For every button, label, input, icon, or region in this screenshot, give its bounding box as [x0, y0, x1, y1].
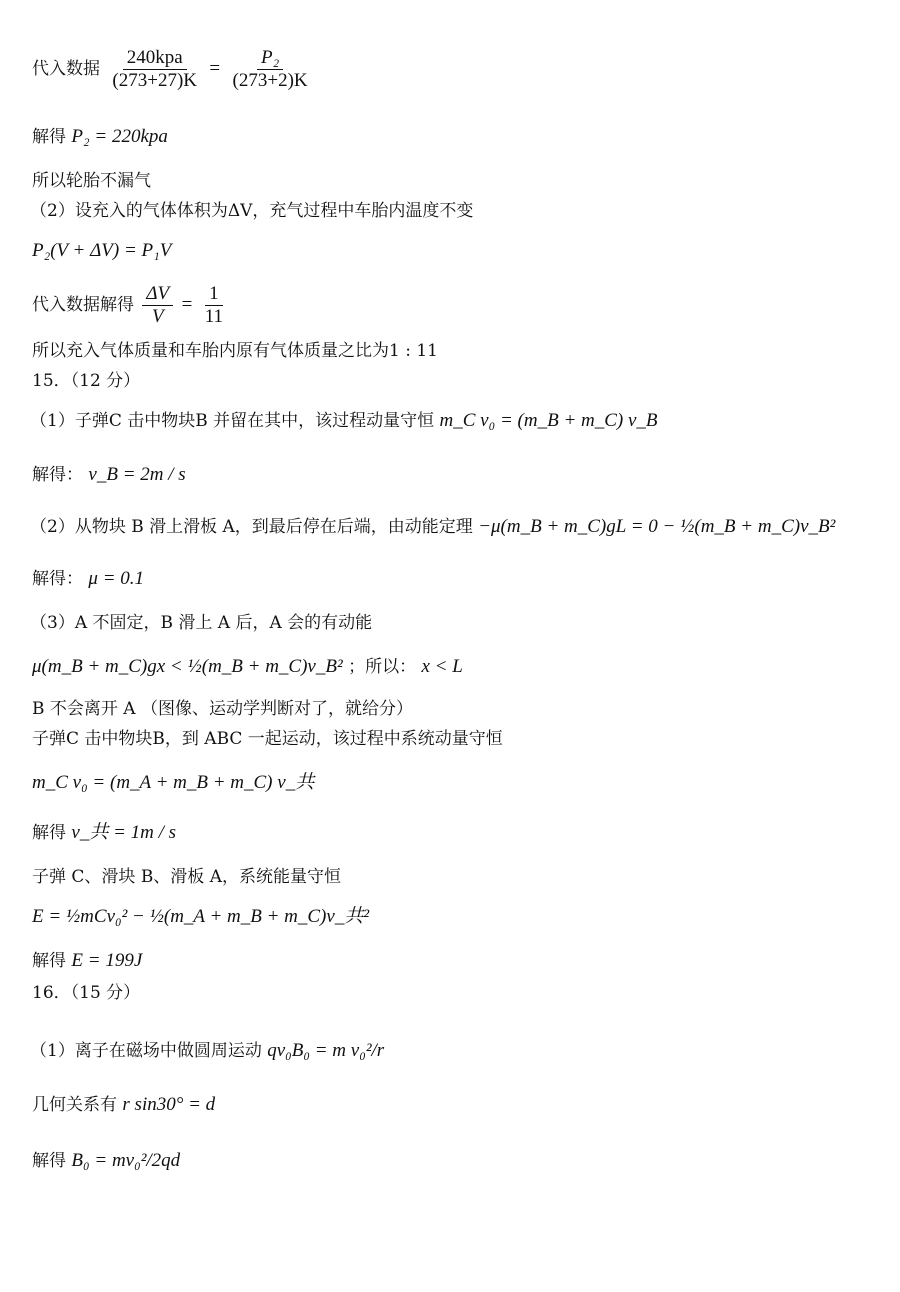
part1-text: （1）子弹C 击中物块B 并留在其中，该过程动量守恒 — [30, 411, 435, 431]
energy-result: E = 199J — [71, 950, 143, 971]
lorentz-equation: qv₀B₀ = m v₀²/r — [267, 1040, 385, 1061]
ratio-denominator: 11 — [204, 306, 223, 327]
geometry-line — [32, 1094, 215, 1116]
solve-p2-line — [32, 126, 168, 148]
v-common-result-line — [32, 822, 176, 844]
fraction-right — [229, 48, 312, 91]
part2-text: （2）从物块 B 滑上滑板 A，到最后停在后端，由动能定理 — [30, 517, 473, 537]
solve-label: 解得： — [32, 465, 83, 485]
energy-result-line — [32, 950, 142, 972]
substitute-label: 代入数据 — [32, 59, 100, 79]
energy-conservation-statement: 子弹 C、滑块 B、滑板 A，系统能量守恒 — [32, 867, 341, 887]
part2-statement: （2）设充入的气体体积为ΔV，充气过程中车胎内温度不变 — [30, 201, 474, 221]
x-less-than-l: x < L — [421, 656, 463, 677]
volume-fraction — [142, 284, 173, 327]
v-common-result: v_共 = 1m / s — [71, 822, 177, 843]
solve-label: 解得： — [32, 569, 83, 589]
inequality-line — [32, 656, 463, 678]
equals-sign: = — [209, 58, 221, 79]
volume-ratio-line — [32, 284, 230, 327]
fraction-left-denominator: (273+27)K — [112, 70, 197, 91]
b-stays-on-a: B 不会离开 A （图像、运动学判断对了，就给分） — [32, 699, 413, 719]
mu-result: μ = 0.1 — [88, 568, 145, 589]
question-16-heading: 16．（15 分） — [32, 983, 141, 1003]
energy-inequality: μ(m_B + m_C)gx < ½(m_B + m_C)v_B² — [32, 656, 343, 677]
solve-label: 解得 — [32, 127, 66, 147]
ratio-numerator: 1 — [205, 284, 223, 306]
abc-momentum-equation: m_C v₀ = (m_A + m_B + m_C) v_共 — [32, 772, 315, 793]
question-15-heading: 15．（12 分） — [32, 371, 141, 391]
ratio-fraction — [201, 284, 227, 327]
p2-result: P₂ = 220kpa — [71, 126, 168, 147]
fraction-left — [108, 48, 201, 91]
solve-label: 解得 — [32, 1151, 66, 1171]
b0-result: B₀ = mv₀²/2qd — [71, 1150, 181, 1171]
geometry-text: 几何关系有 — [32, 1095, 117, 1115]
abc-momentum-statement: 子弹C 击中物块B，到 ABC 一起运动，该过程中系统动量守恒 — [32, 729, 503, 749]
vb-result: v_B = 2m / s — [88, 464, 186, 485]
part3-statement: （3）A 不固定，B 滑上 A 后，A 会的有动能 — [30, 613, 373, 633]
vb-result-line — [32, 464, 186, 486]
volume-fraction-denominator: V — [151, 306, 164, 327]
geometry-equation: r sin30° = d — [122, 1094, 216, 1115]
fraction-left-numerator: 240kpa — [123, 48, 187, 70]
circular-motion-text: （1）离子在磁场中做圆周运动 — [30, 1041, 262, 1061]
boyle-equation: P₂(V + ΔV) = P₁V — [32, 240, 172, 261]
energy-equation: E = ½mCv₀² − ½(m_A + m_B + m_C)v_共² — [32, 906, 370, 927]
no-leak-conclusion: 所以轮胎不漏气 — [32, 171, 151, 191]
momentum-equation: m_C v₀ = (m_B + m_C) v_B — [439, 410, 658, 431]
fraction-right-numerator: P₂ — [257, 48, 283, 70]
solve-label: 解得 — [32, 823, 66, 843]
solve-volume-label: 代入数据解得 — [32, 295, 134, 315]
therefore-label: ；所以： — [348, 657, 417, 677]
equals-sign: = — [181, 294, 193, 315]
part2-energy-line — [30, 516, 835, 538]
substitute-data-line — [32, 48, 315, 91]
part1-momentum-line — [30, 410, 658, 432]
b0-result-line — [32, 1150, 180, 1172]
circular-motion-line — [30, 1040, 384, 1062]
volume-fraction-numerator: ΔV — [142, 284, 173, 306]
solve-label: 解得 — [32, 951, 66, 971]
fraction-right-denominator: (273+2)K — [232, 70, 308, 91]
mu-result-line — [32, 568, 144, 590]
work-energy-equation: −μ(m_B + m_C)gL = 0 − ½(m_B + m_C)v_B² — [478, 516, 836, 537]
mass-ratio-conclusion: 所以充入气体质量和车胎内原有气体质量之比为1 : 11 — [32, 341, 438, 361]
